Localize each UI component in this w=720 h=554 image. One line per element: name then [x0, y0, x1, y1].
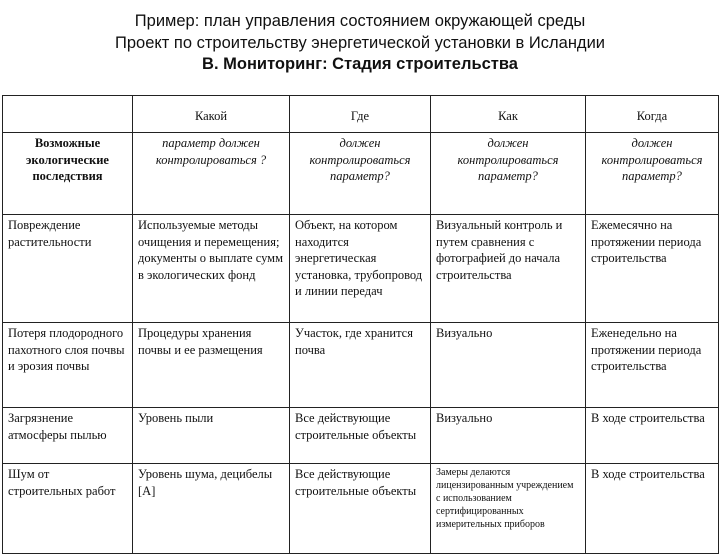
table-row: [3, 464, 719, 554]
table-cell: Замеры делаются лицензированным учреждением с использованием сертифицированных измерительных приборов: [431, 464, 586, 554]
table-cell: Визуально: [431, 323, 586, 408]
table-row: [3, 323, 719, 408]
header-cell-empty: [3, 96, 133, 133]
table-cell: Визуально: [431, 408, 586, 464]
table-subheader-row: [3, 133, 719, 215]
table-header-row: [3, 96, 719, 133]
table-cell: В ходе строительства: [586, 408, 719, 464]
title-line-1: Пример: план управления состоянием окружающей среды: [134, 12, 586, 30]
table-cell: Объект, на котором находится энергетическая установка, трубопровод и линии передач: [290, 215, 431, 323]
table-cell: Еженедельно на протяжении периода строительства: [586, 323, 719, 408]
table-cell: Уровень шума, децибелы [A]: [133, 464, 290, 554]
header-cell-which: Какой: [133, 96, 290, 133]
table-cell: Все действующие строительные объекты: [290, 408, 431, 464]
table-row: [3, 215, 719, 323]
header-cell-where: Где: [290, 96, 431, 133]
table-cell: Все действующие строительные объекты: [290, 464, 431, 554]
subheader-cell: должен контролироваться параметр?: [586, 133, 719, 215]
table-cell: Повреждение растительности: [3, 215, 133, 323]
table-cell: Потеря плодородного пахотного слоя почвы и эрозия почвы: [3, 323, 133, 408]
table-cell: Участок, где хранится почва: [290, 323, 431, 408]
table-cell: Ежемесячно на протяжении периода строительства: [586, 215, 719, 323]
header-cell-how: Как: [431, 96, 586, 133]
monitoring-table: [2, 95, 719, 554]
table-cell: Уровень пыли: [133, 408, 290, 464]
subheader-cell: параметр должен контролироваться ?: [133, 133, 290, 215]
title-line-3: B. Мониторинг: Стадия строительства: [202, 55, 518, 73]
table-row: [3, 408, 719, 464]
table-cell: Процедуры хранения почвы и ее размещения: [133, 323, 290, 408]
table-cell: Визуальный контроль и путем сравнения с фотографией до начала строительства: [431, 215, 586, 323]
title-line-2: Проект по строительству энергетической установки в Исландии: [115, 34, 605, 52]
subheader-cell: Возможные экологические последствия: [3, 133, 133, 215]
subheader-cell: должен контролироваться параметр?: [290, 133, 431, 215]
table-cell: Используемые методы очищения и перемещения; документы о выплате сумм в экологических фонд: [133, 215, 290, 323]
subheader-cell: должен контролироваться параметр?: [431, 133, 586, 215]
table-cell: В ходе строительства: [586, 464, 719, 554]
table-cell: Загрязнение атмосферы пылью: [3, 408, 133, 464]
table-cell: Шум от строительных работ: [3, 464, 133, 554]
header-cell-when: Когда: [586, 96, 719, 133]
